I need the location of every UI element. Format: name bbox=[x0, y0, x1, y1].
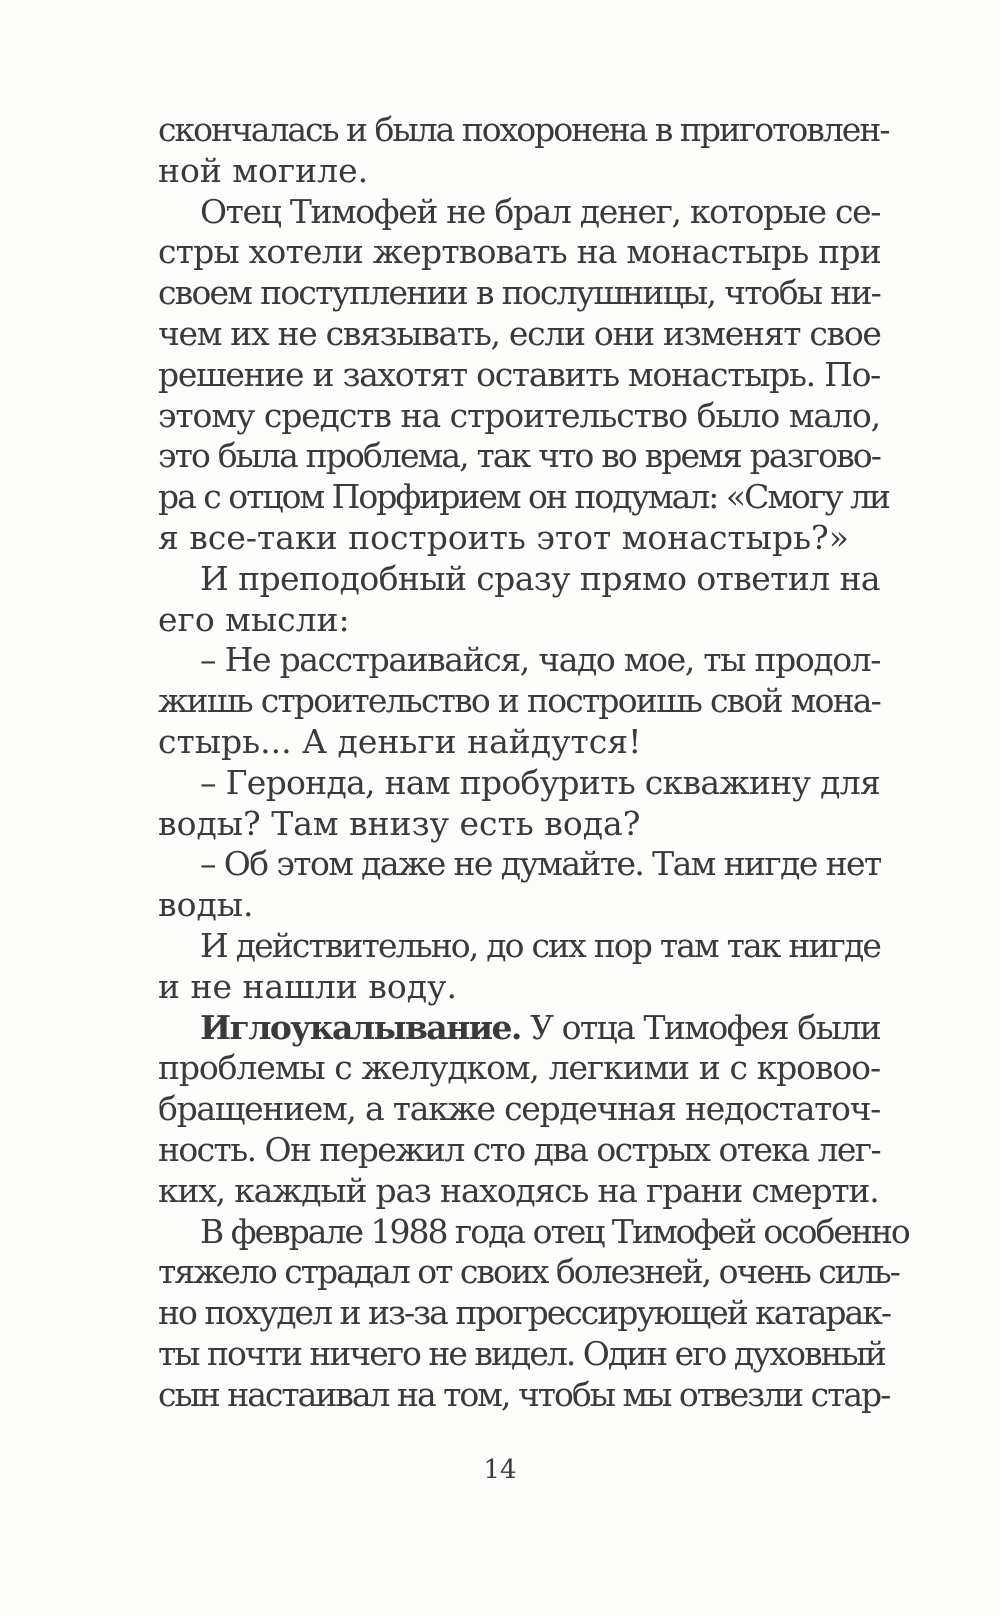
text-line: ких, каждый раз находясь на грани смерти. bbox=[158, 1170, 879, 1210]
text-line-with-heading bbox=[158, 1008, 880, 1049]
text-line: воды? Там внизу есть вода? bbox=[158, 803, 641, 843]
text-line: проблемы с желудком, легкими и с кровоо- bbox=[158, 1048, 880, 1088]
text-line: его мысли: bbox=[158, 599, 350, 639]
text-line: – Об этом даже не думайте. Там нигде нет bbox=[200, 844, 881, 884]
heading-continuation: У отца Тимофея были bbox=[530, 1007, 880, 1047]
text-line: Отец Тимофей не брал денег, которые се- bbox=[200, 191, 880, 231]
text-line: жишь строительство и построишь свой мона- bbox=[158, 681, 880, 721]
text-line: этому средств на строительство было мало, bbox=[158, 395, 880, 435]
text-line: и не нашли воду. bbox=[158, 966, 457, 1006]
text-line: я все-таки построить этот монастырь?» bbox=[158, 517, 849, 557]
text-line: И преподобный сразу прямо ответил на bbox=[200, 558, 880, 598]
text-line: сын настаивал на том, чтобы мы отвезли стар- bbox=[158, 1374, 890, 1414]
text-line: тяжело страдал от своих болезней, очень силь- bbox=[158, 1252, 899, 1292]
text-line: ность. Он пережил сто два острых отека лег- bbox=[158, 1129, 880, 1169]
text-line: бращением, а также сердечная недостаточ- bbox=[158, 1089, 880, 1129]
text-line: воды. bbox=[158, 885, 254, 925]
text-line: скончалась и была похоронена в приготовлен- bbox=[158, 110, 889, 149]
section-heading: Иглоукалывание. bbox=[200, 1007, 521, 1047]
page-number: 14 bbox=[483, 1455, 517, 1485]
text-line: – Не расстраивайся, чадо мое, ты продол- bbox=[200, 640, 880, 680]
text-line: но похудел и из-за прогрессирующей катарак- bbox=[158, 1293, 890, 1333]
text-line: стры хотели жертвовать на монастырь при bbox=[158, 232, 881, 272]
body-text bbox=[158, 110, 909, 1416]
text-line: решение и захотят оставить монастырь. По- bbox=[158, 354, 880, 394]
text-line: ты почти ничего не видел. Один его духовный bbox=[158, 1333, 885, 1373]
text-line: чем их не связывать, если они изменят свое bbox=[158, 313, 881, 353]
text-line: стырь... А деньги найдутся! bbox=[158, 721, 642, 761]
text-line: И действительно, до сих пор там так нигде bbox=[200, 925, 880, 965]
text-line: В феврале 1988 года отец Тимофей особенно bbox=[200, 1211, 909, 1251]
text-line: – Геронда, нам пробурить скважину для bbox=[200, 762, 881, 802]
text-line: ра с отцом Порфирием он подумал: «Смогу ли bbox=[158, 477, 890, 517]
text-line: это была проблема, так что во время разгово- bbox=[158, 436, 880, 476]
text-line: ной могиле. bbox=[158, 150, 369, 190]
text-line: своем поступлении в послушницы, чтобы ни- bbox=[158, 273, 880, 313]
